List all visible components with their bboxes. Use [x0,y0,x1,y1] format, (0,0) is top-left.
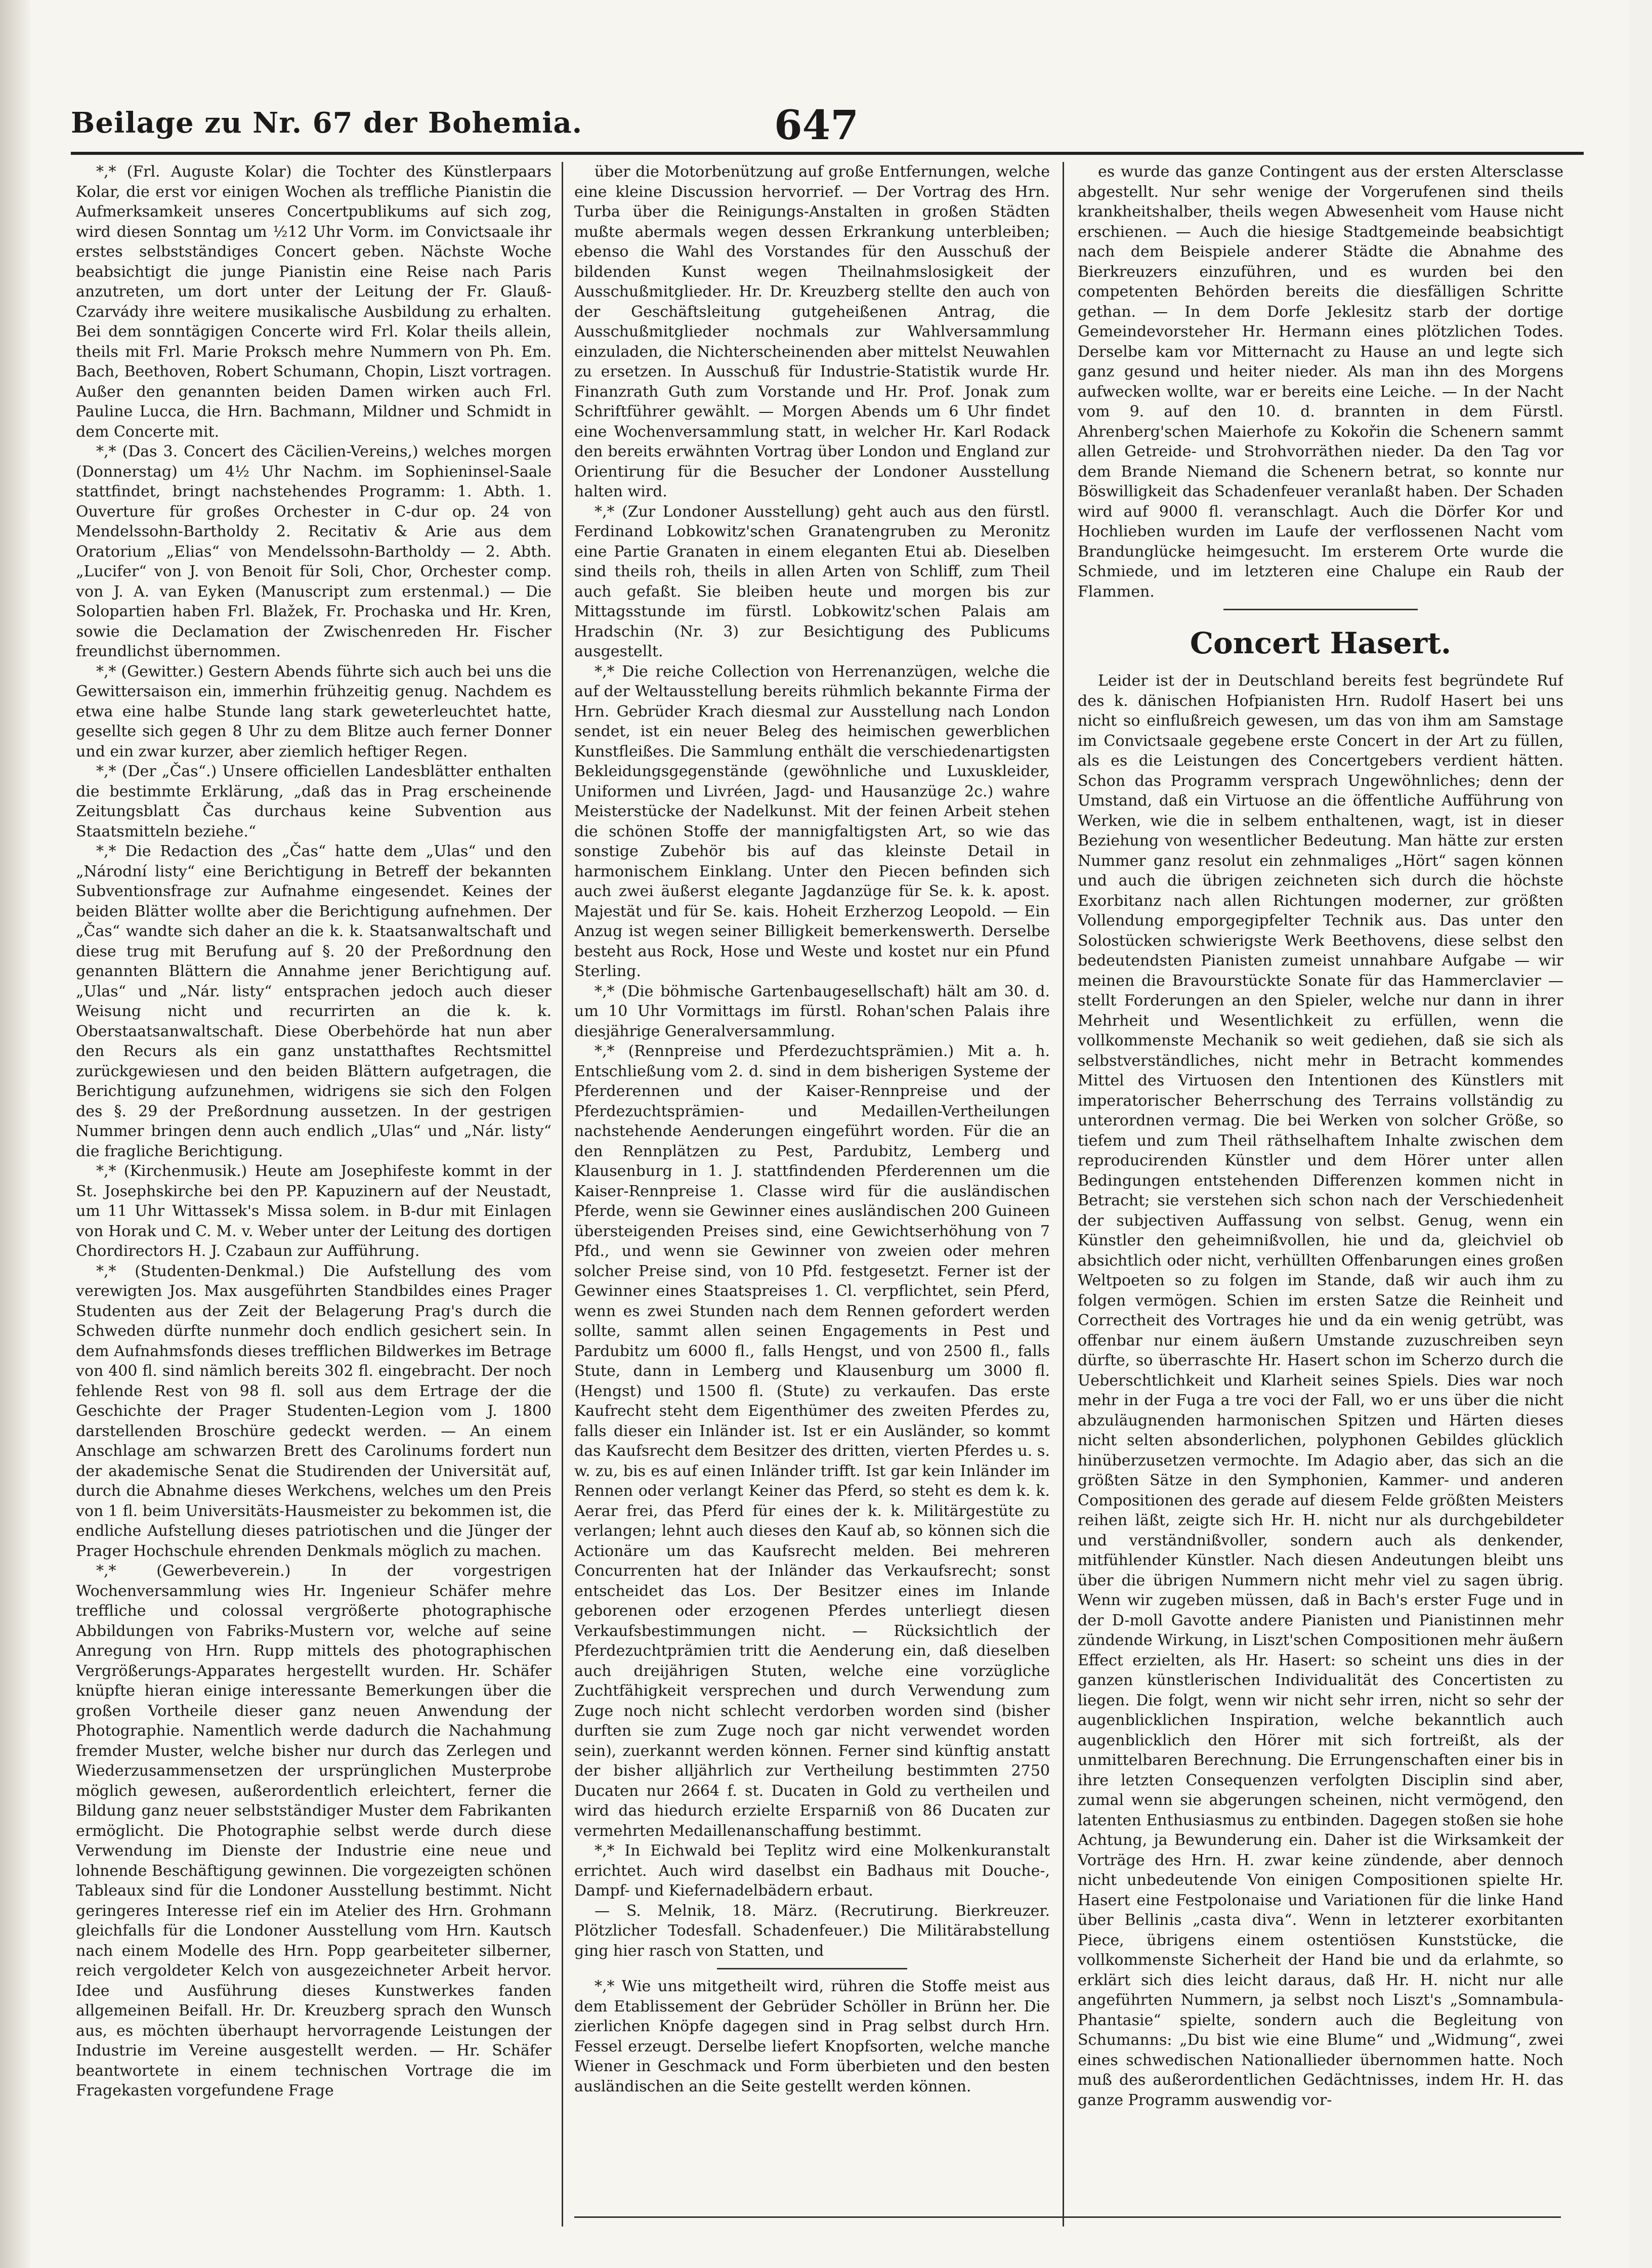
page-header [56,101,1574,157]
section-divider [717,1968,907,1969]
article: *,* In Eichwald bei Teplitz wird eine Molkenkuranstalt errichtet. Auch wird daselbst ein Badhaus mit Douche-, Dampf- und Kiefernadelbädern erbaut. [574,1842,1050,1900]
article: *,* (Studenten-Denkmal.) Die Aufstellung des vom verewigten Jos. Max ausgeführten Standbildes eines Prager Studenten aus der Zeit der Belagerung Prag's durch die Schweden dürfte nunmehr doch endlich gesichert sein. In dem Aufnahmsfonds dieses trefflichen Bildwerkes im Betrage von 400 fl. sind nämlich bereits 302 fl. eingebracht. Der noch fehlende Rest von 98 fl. soll aus dem Ertrage der die Geschichte der Prager Studenten-Legion vom J. 1800 darstellenden Broschüre gedeckt werden. — An einem Anschlage am schwarzen Brett des Carolinums fordert nun der akademische Senat die Studirenden der Universität auf, durch die Abnahme dieses Werkchens, welches um den Preis von 1 fl. beim Universitäts-Hausmeister zu bekommen ist, die endliche Aufstellung dieses patriotischen und die Jünger der Prager Hochschule ehrenden Denkmals möglich zu machen. [76,1262,552,1560]
column-rule [1063,162,1064,2227]
article: *,* Wie uns mitgetheilt wird, rühren die Stoffe meist aus dem Etablissement der Gebrüder Schöller in Brünn her. Die zierlichen Knöpfe dagegen sind in Prag selbst durch Hrn. Fessel erzeugt. Derselbe liefert Knopfsorten, welche manche Wiener in Geschmack und Form überbieten und den besten ausländischen an die Seite gestellt werden können. [574,1978,1050,2095]
article: *,* (Zur Londoner Ausstellung) geht auch aus den fürstl. Ferdinand Lobkowitz'schen Granatengruben zu Meronitz eine Partie Granaten in einem eleganten Etui ab. Dieselben sind theils roh, theils in allen Arten von Schliff, zum Theil auch gefaßt. Sie bleiben heute und morgen bis zur Mittagsstunde im fürstl. Lobkowitz'schen Palais am Hradschin (Nr. 3) zur Besichtigung des Publicums ausgestellt. [574,502,1050,660]
article: *,* (Der „Čas“.) Unsere officiellen Landesblätter enthalten die bestimmte Erklärung, „daß das in Prag erscheinende Zeitungsblatt Čas durchaus keine Subvention aus Staatsmitteln beziehe.“ [76,763,552,841]
page-number: 647 [774,101,859,149]
column-1 [76,162,552,2227]
header-rule [71,152,1584,155]
bottom-rule [574,2216,1561,2218]
article: *,* (Rennpreise und Pferdezuchtsprämien.) Mit a. h. Entschließung vom 2. d. sind in dem bisherigen Systeme der Pferderennen und der Kaiser-Rennpreise und der Pferdezuchtsprämien- und Medaillen-Vertheilungen nachstehende Aenderungen eingeführt worden. Für die an den Rennplätzen zu Pest, Pardubitz, Lemberg und Klausenburg in 1. J. stattfindenden Pferderennen um die Kaiser-Rennpreise 1. Classe wird für die ausländischen Pferde, wenn sie Gewinner eines ausländischen 200 Guineen übersteigenden Preises sind, eine Gewichtserhöhung von 7 Pfd., und wenn sie Gewinner von zweien oder mehren solcher Preise sind, von 10 Pfd. festgesetzt. Ferner ist der Gewinner eines Staatspreises 1. Cl. verpflichtet, sein Pferd, wenn es zwei Stunden nach dem Rennen gefordert werden sollte, sammt allen seinen Engagements in Pest und Pardubitz um 6000 fl., falls Hengst, und von 2500 fl., falls Stute, dann in Lemberg und Klausenburg um 3000 fl. (Hengst) und 1500 fl. (Stute) zu verkaufen. Das erste Kaufrecht steht dem Eigenthümer des zweiten Pferdes zu, falls dieser ein Inländer ist. Ist er ein Ausländer, so kommt das Kaufsrecht dem Besitzer des dritten, vierten Pferdes u. s. w. zu, bis es auf einen Inländer trifft. Ist gar kein Inländer im Rennen oder verlangt Keiner das Pferd, so steht es dem k. k. Aerar frei, das Pferd für eines der k. k. Militärgestüte zu verlangen; lehnt auch dieses den Kauf ab, so können sich die Actionäre um das Kaufsrecht melden. Bei mehreren Concurrenten hat der Inländer das Verkaufsrecht; sonst entscheidet das Los. Der Besitzer eines im Inlande geborenen oder erzogenen Pferdes unterliegt diesen Verkaufsbestimmungen nicht. — Rücksichtlich der Pferdezuchtprämien tritt die Aenderung ein, daß dieselben auch dreijährigen Stuten, welche eine vorzügliche Zuchtfähigkeit versprechen und durch Verwendung zum Zuge noch nicht schlecht verdorben worden sind (bisher durften sie zum Zuge noch gar nicht verwendet worden sein), zuerkannt werden können. Ferner sind künftig anstatt der bisher alljährlich zur Vertheilung bestimmten 2750 Ducaten nur 2664 f. st. Ducaten in Gold zu vertheilen und wird das hiedurch erzielte Ersparniß von 86 Ducaten zur vermehrten Medaillenanschaffung bestimmt. [574,1042,1050,1840]
concert-heading: Concert Hasert. [1190,626,1452,660]
supplement-title: Beilage zu Nr. 67 der Bohemia. [71,106,583,140]
column-3 [1078,162,1563,2227]
article: *,* Die Redaction des „Čas“ hatte dem „Ulas“ und den „Národní listy“ eine Berichtigung in Betreff der bekannten Subventionsfrage zur Aufnahme eingesendet. Keines der beiden Blätter wollte aber die Berichtigung aufnehmen. Der „Čas“ wandte sich daher an die k. k. Staatsanwaltschaft und diese trug mit Berufung auf §. 20 der Preßordnung den genannten Blättern die Annahme jener Berichtigung auf. „Ulas“ und „Nár. listy“ entsprachen jedoch auch dieser Weisung nicht und recurrirten an die k. k. Oberstaatsanwaltschaft. Diese Oberbehörde hat nun aber den Recurs als ein ganz unstatthaftes Rechtsmittel zurückgewiesen und den beiden Blättern aufgetragen, die Berichtigung aufzunehmen, widrigens sie sich den Folgen des §. 29 der Preßordnung aussetzen. In der gestrigen Nummer bringen denn auch endlich „Ulas“ und „Nár. listy“ die fragliche Berichtigung. [76,843,552,1160]
article: *,* (Das 3. Concert des Cäcilien-Vereins,) welches morgen (Donnerstag) um 4½ Uhr Nachm. im Sophieninsel-Saale stattfindet, bringt nachstehendes Programm: 1. Abth. 1. Ouverture für großes Orchester in C-dur op. 24 von Mendelssohn-Bartholdy 2. Recitativ & Arie aus dem Oratorium „Elias“ von Mendelssohn-Bartholdy — 2. Abth. „Lucifer“ von J. von Benoit für Soli, Chor, Orchester comp. von J. A. van Eyken (Manuscript zum erstenmal.) — Die Solopartien haben Frl. Blažek, Fr. Prochaska und Hr. Kren, sowie die Declamation der Zwischenreden Hr. Fischer freundlichst übernommen. [76,443,552,660]
newspaper-page [30,0,1629,2268]
article: *,* (Gewerbeverein.) In der vorgestrigen Wochenversammlung wies Hr. Ingenieur Schäfer mehre treffliche und colossal vergrößerte photographische Abbildungen von Fabriks-Mustern vor, welche auf seine Anregung von Hrn. Rupp mittels des photographischen Vergrößerungs-Apparates hergestellt wurden. Hr. Schäfer knüpfte hieran einige interessante Bemerkungen über die großen Vortheile dieser ganz neuen Anwendung der Photographie. Namentlich werde dadurch die Nachahmung fremder Muster, welche bisher nur durch das Zerlegen und Wiederzusammensetzen der ursprünglichen Musterprobe möglich gewesen, außerordentlich erleichtert, ferner die Bildung ganz neuer selbstständiger Muster dem Fabrikanten ermöglicht. Die Photographie selbst werde durch diese Verwendung im Dienste der Industrie eine neue und lohnende Beschäftigung gewinnen. Die vorgezeigten schönen Tableaux sind für die Londoner Ausstellung bestimmt. Nicht geringeres Interesse rief ein im Atelier des Hrn. Grohmann gleichfalls für die Londoner Ausstellung vom Hrn. Kautsch nach einem Modelle des Hrn. Popp gearbeiteter silberner, reich vergoldeter Kelch von ausgezeichneter Arbeit hervor. Idee und Ausführung dieses Kunstwerkes fanden allgemeinen Beifall. Hr. Dr. Kreuzberg sprach den Wunsch aus, es möchten überhaupt hervorragende Leistungen der Industrie im Vereine ausgestellt werden. — Hr. Schäfer beantwortete in einem technischen Vortrage die im Fragekasten vorgefundene Frage [76,1562,552,2099]
article: *,* Die reiche Collection von Herrenanzügen, welche die auf der Weltausstellung bereits rühmlich bekannte Firma der Hrn. Gebrüder Krach diesmal zur Ausstellung nach London sendet, ist ein neuer Beleg des heimischen gewerblichen Kunstfleißes. Die Sammlung enthält die verschiedenartigsten Bekleidungsgegenstände (gewöhnliche und Luxuskleider, Uniformen und Livréen, Jagd- und Hausanzüge 2c.) wahre Meisterstücke der Nadelkunst. Mit der feinen Arbeit stehen die schönen Stoffe der mannigfaltigsten Art, so wie das sonstige Zubehör bis auf das kleinste Detail in harmonischem Einklang. Unter den Piecen befinden sich auch zwei äußerst elegante Jagdanzüge für Se. k. k. apost. Majestät und für Se. kais. Hoheit Erzherzog Leopold. — Ein Anzug ist wegen seiner Billigkeit bemerkenswerth. Derselbe besteht aus Rock, Hose und Weste und kostet nur ein Pfund Sterling. [574,662,1050,980]
column-2 [574,162,1050,2227]
article: *,* (Gewitter.) Gestern Abends führte sich auch bei uns die Gewittersaison ein, immerhin frühzeitig genug. Nachdem es etwa eine halbe Stunde lang stark geweterleuchtet hatte, gesellte sich gegen 8 Uhr zu dem Blitze auch ferner Donner und ein zwar kurzer, aber ziemlich heftiger Regen. [76,662,552,761]
section-divider [1223,609,1418,610]
article: *,* (Frl. Auguste Kolar) die Tochter des Künstlerpaars Kolar, die erst vor einigen Wochen als treffliche Pianistin die Aufmerksamkeit unseres Concertpublikums auf sich zog, wird diesen Sonntag um ½12 Uhr Vorm. im Convictsaale ihr erstes selbstständiges Concert geben. Nächste Woche beabsichtigt die junge Pianistin eine Reise nach Paris anzutreten, um dort unter der Leitung der Fr. Glauß-Czarvády ihre weitere musikalische Ausbildung zu erhalten. Bei dem sonntägigen Concerte wird Frl. Kolar theils allein, theils mit Frl. Marie Proksch mehre Nummern von Ph. Em. Bach, Beethoven, Robert Schumann, Chopin, Liszt vortragen. Außer den genannten beiden Damen wirken auch Frl. Pauline Lucca, die Hrn. Bachmann, Mildner und Schmidt in dem Concerte mit. [76,163,552,441]
article: es wurde das ganze Contingent aus der ersten Altersclasse abgestellt. Nur sehr wenige der Vorgerufenen sind theils krankheitshalber, theils wegen Abwesenheit vom Hause nicht erschienen. — Auch die hiesige Stadtgemeinde beabsichtigt nach dem Beispiele anderer Städte die Abnahme des Bierkreuzers einzuführen, und es wurden bei den competenten Behörden bereits die diesfälligen Schritte gethan. — In dem Dorfe Jeklesitz starb der dortige Gemeindevorsteher Hr. Hermann eines plötzlichen Todes. Derselbe kam vor Mitternacht zu Hause an und legte sich ganz gesund und heiter nieder. Als man ihn des Morgens aufwecken wollte, war er bereits eine Leiche. — In der Nacht vom 9. auf den 10. d. brannten in dem Fürstl. Ahrenberg'schen Maierhofe zu Kokořin die Schenern sammt allen Getreide- und Strohvorräthen nieder. Da den Tag vor dem Brande Niemand die Schenern betrat, so konnte nur Böswilligkeit das Schadenfeuer veranlaßt haben. Der Schaden wird auf 9000 fl. veranschlagt. Auch die Dörfer Kor und Hochlieben wurden im Laufe der verflossenen Nacht vom Brandunglücke heimgesucht. Im ersterem Orte wurde die Schmiede, und im letzteren eine Chalupe ein Raub der Flammen. [1078,163,1563,601]
article: *,* (Die böhmische Gartenbaugesellschaft) hält am 30. d. um 10 Uhr Vormittags im fürstl. Rohan'schen Palais ihre diesjährige Generalversammlung. [574,982,1050,1040]
page-edge [0,0,30,2268]
article: — S. Melnik, 18. März. (Recrutirung. Bierkreuzer. Plötzlicher Todesfall. Schadenfeuer.) Die Militärabstellung ging hier rasch von Statten, und [574,1902,1050,1960]
article: über die Motorbenützung auf große Entfernungen, welche eine kleine Discussion hervorrief. — Der Vortrag des Hrn. Turba über die Reinigungs-Anstalten in großen Städten mußte abermals wegen dessen Erkrankung unterbleiben; ebenso die Wahl des Vorstandes für den Ausschuß der bildenden Kunst wegen Theilnahmslosigkeit der Ausschußmitglieder. Hr. Dr. Kreuzberg stellte den auch von der Geschäftsleitung gutgeheißenen Antrag, die Ausschußmitglieder nochmals zur Wahlversammlung einzuladen, die Nichterscheinenden aber mittelst Neuwahlen zu ersetzen. In Ausschuß für Industrie-Statistik wurde Hr. Finanzrath Guth zum Vorstande und Hr. Prof. Jonak zum Schriftführer gewählt. — Morgen Abends um 6 Uhr findet eine Wochenversammlung statt, in welcher Hr. Karl Rodack den bereits erwähnten Vortrag über London und England zur Orientirung für die Besucher der Londoner Ausstellung halten wird. [574,163,1050,500]
article: *,* (Kirchenmusik.) Heute am Josephifeste kommt in der St. Josephskirche bei den PP. Kapuzinern auf der Neustadt, um 11 Uhr Wittassek's Missa solem. in B-dur mit Einlagen von Horak und C. M. v. Weber unter der Leitung des dortigen Chordirectors H. J. Czabaun zur Aufführung. [76,1162,552,1260]
column-rule [562,162,563,2227]
concert-review: Leider ist der in Deutschland bereits fest begründete Ruf des k. dänischen Hofpianisten Hrn. Rudolf Hasert bei uns nicht so einflußreich gewesen, um das von ihm am Samstage im Convictsaale gegebene erste Concert in der Art zu füllen, als es die Leistungen des Concertgebers verdient hätten. Schon das Programm versprach Ungewöhnliches; denn der Umstand, daß ein Virtuose an die öffentliche Aufführung von Werken, wie die in selbem enthaltenen, wagt, ist in dieser Beziehung von wesentlicher Bedeutung. Man hätte zur ersten Nummer ganz resolut ein zehnmaliges „Hört“ sagen können und auch die übrigen zeichneten sich durch die höchste Exorbitanz nach allen Richtungen moderner, zur größten Vollendung emporgegipfelter Technik aus. Das unter den Solostücken schwierigste Werk Beethovens, diese selbst den bedeutendsten Pianisten zumeist unnahbare Aufgabe — wir meinen die Bravourstückte Sonate für das Hammerclavier — stellt Forderungen an den Spieler, welche nur dann in ihrer Mehrheit und Wesentlichkeit zu erfüllen, wenn die vollkommenste Mechanik so weit gediehen, daß sie sich als selbstverständliches, nicht mehr in Betracht kommendes Mittel des Virtuosen den Intentionen des Künstlers mit imperatorischer Beherrschung des Terrains vollständig zu unterordnen vermag. Die bei Werken von solcher Größe, so tiefem und zum Theil räthselhaftem Inhalte zwischen dem reproducirenden Künstler und dem Hörer unter allen Bedingungen entstehenden Differenzen kommen nicht in Betracht; sie verstehen sich schon nach der Verschiedenheit der subjectiven Auffassung von selbst. Genug, wenn ein Künstler den geheimnißvollen, hie und da, gleichviel ob absichtlich oder nicht, verhüllten Offenbarungen eines großen Weltpoeten so zu folgen im Stande, daß wir auch ihm zu folgen vermögen. Schien im ersten Satze die Reinheit und Correctheit des Vortrages hie und da ein wenig getrübt, was offenbar nur einem äußern Umstande zuzuschreiben seyn dürfte, so überraschte Hr. Hasert schon im Scherzo durch die Ueberschtlichkeit und Klarheit seines Spiels. Dies war noch mehr in der Fuga a tre voci der Fall, wo er uns über die nicht abzuläugnenden harmonischen Spitzen und Härten dieses nicht selten absonderlichen, polyphonen Gebildes glücklich hinüberzusetzen vermochte. Im Adagio aber, das sich an die größten Sätze in den Symphonien, Kammer- und anderen Compositionen des gerade auf diesem Felde größten Meisters reihen läßt, zeigte sich Hr. H. nicht nur als durchgebildeter und verständnißvoller, sondern auch als denkender, mitfühlender Künstler. Nach diesen Andeutungen bleibt uns über die übrigen Nummern nicht mehr viel zu sagen übrig. Wenn wir zugeben müssen, daß in Bach's erster Fuge und in der D-moll Gavotte andere Pianisten und Pianistinnen mehr zündende Wirkung, in Liszt'schen Compositionen mehr äußern Effect erzielten, als Hr. Hasert: so scheint uns dies in der ganzen künstlerischen Individualität des Concertisten zu liegen. Die folgt, wenn wir nicht sehr irren, nicht so sehr der augenblicklichen Inspiration, welche bekanntlich auch augenblicklich den Hörer mit sich fortreißt, als der unmittelbaren Berechnung. Die Errungenschaften einer bis in ihre letzten Consequenzen verfolgten Disciplin sind aber, zumal wenn sie abgerungen scheinen, nicht vermögend, den latenten Enthusiasmus zu entbinden. Dagegen stoßen sie hohe Achtung, ja Bewunderung ein. Daher ist die Wirksamkeit der Vorträge des Hrn. H. zwar keine zündende, aber dennoch nicht unbedeutende Von einigen Compositionen spielte Hr. Hasert eine Festpolonaise und Variationen für die linke Hand über Bellinis „casta diva“. Wenn in letzterer exorbitanten Piece, übrigens einem ostentiösen Kunststücke, die vollkommenste Sicherheit der Hand bie und da erlahmte, so erklärt sich dies leicht daraus, daß Hr. H. nicht nur alle angeführten Nummern, ja selbst noch Liszt's „Somnambula-Phantasie“ spielte, sondern auch die Begleitung von Schumanns: „Du bist wie eine Blume“ und „Widmung“, zwei eines schwedischen Nationallieder übernommen hatte. Noch muß des außerordentlichen Gedächtnisses, indem Hr. H. das ganze Programm auswendig vor- [1078,672,1563,2109]
